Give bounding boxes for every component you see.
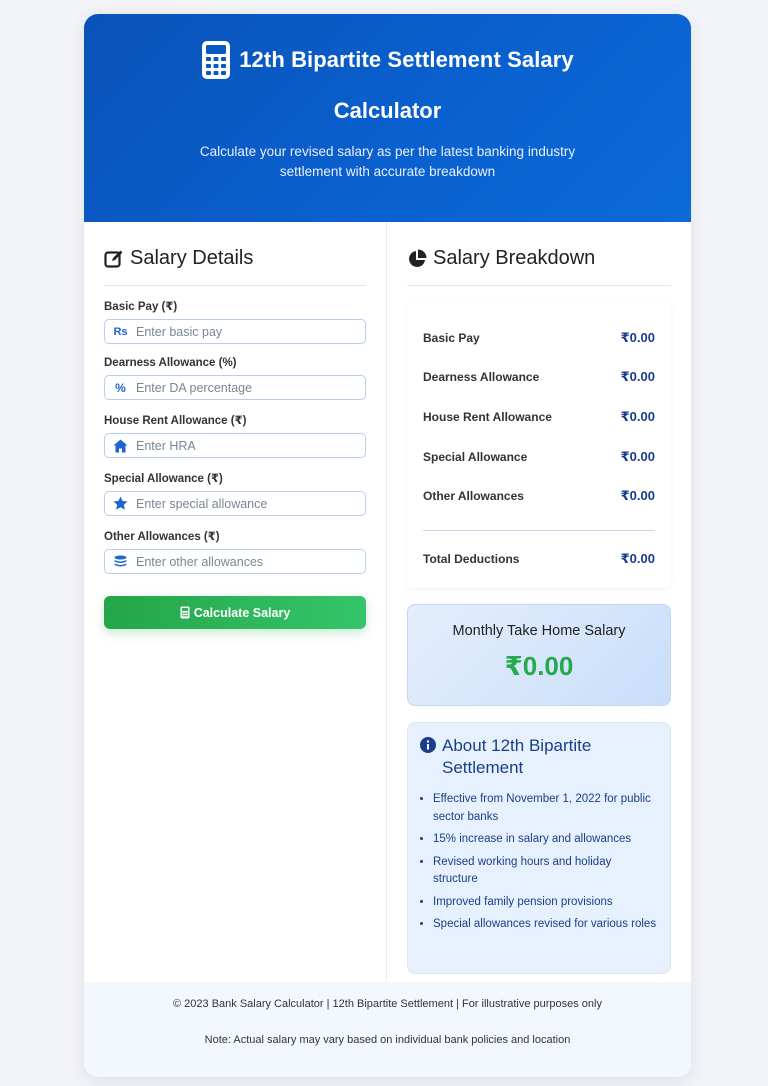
breakdown-table bbox=[407, 302, 671, 588]
breakdown-label: Basic Pay bbox=[423, 330, 480, 345]
title-row bbox=[84, 40, 691, 80]
footer-note: Note: Actual salary may vary based on individual bank policies and location bbox=[204, 1034, 571, 1046]
total-deductions-label: Total Deductions bbox=[423, 551, 520, 566]
other-allowances-input[interactable] bbox=[136, 555, 336, 569]
calculator-small-icon bbox=[180, 606, 190, 619]
footer-copyright: © 2023 Bank Salary Calculator | 12th Bipartite Settlement | For illustrative purposes only bbox=[173, 998, 602, 1010]
basic-pay-field bbox=[104, 299, 366, 344]
monthly-take-home-value: ₹0.00 bbox=[504, 651, 574, 681]
special-allowance-input[interactable] bbox=[136, 497, 336, 511]
breakdown-value: ₹0.00 bbox=[620, 488, 655, 504]
monthly-take-home-card bbox=[407, 604, 671, 706]
basic-pay-label: Basic Pay (₹) bbox=[104, 301, 178, 313]
list-item: • Improved family pension provisions bbox=[433, 894, 658, 912]
salary-details-panel bbox=[84, 222, 387, 982]
page-title: 12th Bipartite Settlement Salary bbox=[239, 47, 574, 72]
monthly-take-home-label: Monthly Take Home Salary bbox=[452, 623, 626, 639]
edit-icon bbox=[104, 249, 124, 269]
special-allowance-box[interactable] bbox=[104, 491, 366, 516]
other-allowances-box[interactable] bbox=[104, 549, 366, 574]
list-item: • 15% increase in salary and allowances bbox=[433, 831, 658, 849]
list-item: • Effective from November 1, 2022 for public sector banks bbox=[433, 791, 658, 826]
info-icon bbox=[420, 737, 436, 753]
salary-breakdown-title: Salary Breakdown bbox=[433, 247, 596, 269]
about-title: About 12th Bipartite Settlement bbox=[442, 736, 592, 777]
page-footer bbox=[84, 982, 691, 1077]
da-label: Dearness Allowance (%) bbox=[104, 357, 237, 369]
breakdown-row bbox=[423, 358, 655, 398]
coins-icon bbox=[113, 554, 128, 569]
salary-breakdown-heading bbox=[407, 242, 671, 286]
hra-label: House Rent Allowance (₹) bbox=[104, 415, 247, 427]
salary-breakdown-panel bbox=[387, 222, 691, 982]
salary-details-heading bbox=[104, 242, 366, 286]
breakdown-value: ₹0.00 bbox=[620, 329, 655, 345]
breakdown-divider bbox=[423, 530, 655, 531]
pie-chart-icon bbox=[407, 249, 427, 269]
breakdown-label: House Rent Allowance bbox=[423, 409, 552, 424]
about-settlement-box bbox=[407, 722, 671, 974]
special-allowance-label: Special Allowance (₹) bbox=[104, 473, 223, 485]
about-list bbox=[420, 791, 658, 934]
list-item: • Special allowances revised for various roles bbox=[433, 916, 658, 934]
calculator-icon bbox=[201, 40, 231, 80]
da-input[interactable] bbox=[136, 381, 336, 395]
breakdown-label: Dearness Allowance bbox=[423, 370, 540, 385]
total-deductions-row bbox=[423, 539, 655, 579]
star-icon bbox=[113, 496, 128, 511]
other-allowances-label: Other Allowances (₹) bbox=[104, 531, 220, 543]
breakdown-label: Other Allowances bbox=[423, 489, 524, 504]
basic-pay-input[interactable] bbox=[136, 325, 336, 339]
total-deductions-value: ₹0.00 bbox=[620, 550, 655, 566]
breakdown-value: ₹0.00 bbox=[620, 369, 655, 385]
calculator-card bbox=[84, 14, 691, 1077]
calculate-salary-label: Calculate Salary bbox=[193, 605, 291, 620]
da-field bbox=[104, 357, 366, 400]
page-header bbox=[84, 14, 691, 222]
breakdown-row bbox=[423, 397, 655, 437]
hra-input[interactable] bbox=[136, 439, 336, 453]
breakdown-row bbox=[423, 476, 655, 516]
list-item: • Revised working hours and holiday structure bbox=[433, 854, 658, 889]
breakdown-row bbox=[423, 437, 655, 477]
calculate-salary-button[interactable] bbox=[104, 596, 366, 629]
home-icon bbox=[113, 438, 128, 453]
page-subtitle: Calculate your revised salary as per the latest banking industry settlement with accurate breakdown bbox=[199, 144, 576, 179]
breakdown-value: ₹0.00 bbox=[620, 408, 655, 424]
about-heading bbox=[420, 735, 658, 779]
salary-details-title: Salary Details bbox=[130, 247, 254, 269]
da-box[interactable] bbox=[104, 375, 366, 400]
hra-field bbox=[104, 413, 366, 458]
page-title-line2: Calculator bbox=[333, 98, 442, 123]
basic-pay-box[interactable] bbox=[104, 319, 366, 344]
percent-icon: % bbox=[115, 380, 126, 395]
breakdown-value: ₹0.00 bbox=[620, 448, 655, 464]
rupee-icon: Rs bbox=[113, 325, 128, 338]
special-allowance-field bbox=[104, 471, 366, 516]
other-allowances-field bbox=[104, 529, 366, 574]
breakdown-label: Special Allowance bbox=[423, 449, 528, 464]
breakdown-row bbox=[423, 318, 655, 358]
hra-box[interactable] bbox=[104, 433, 366, 458]
